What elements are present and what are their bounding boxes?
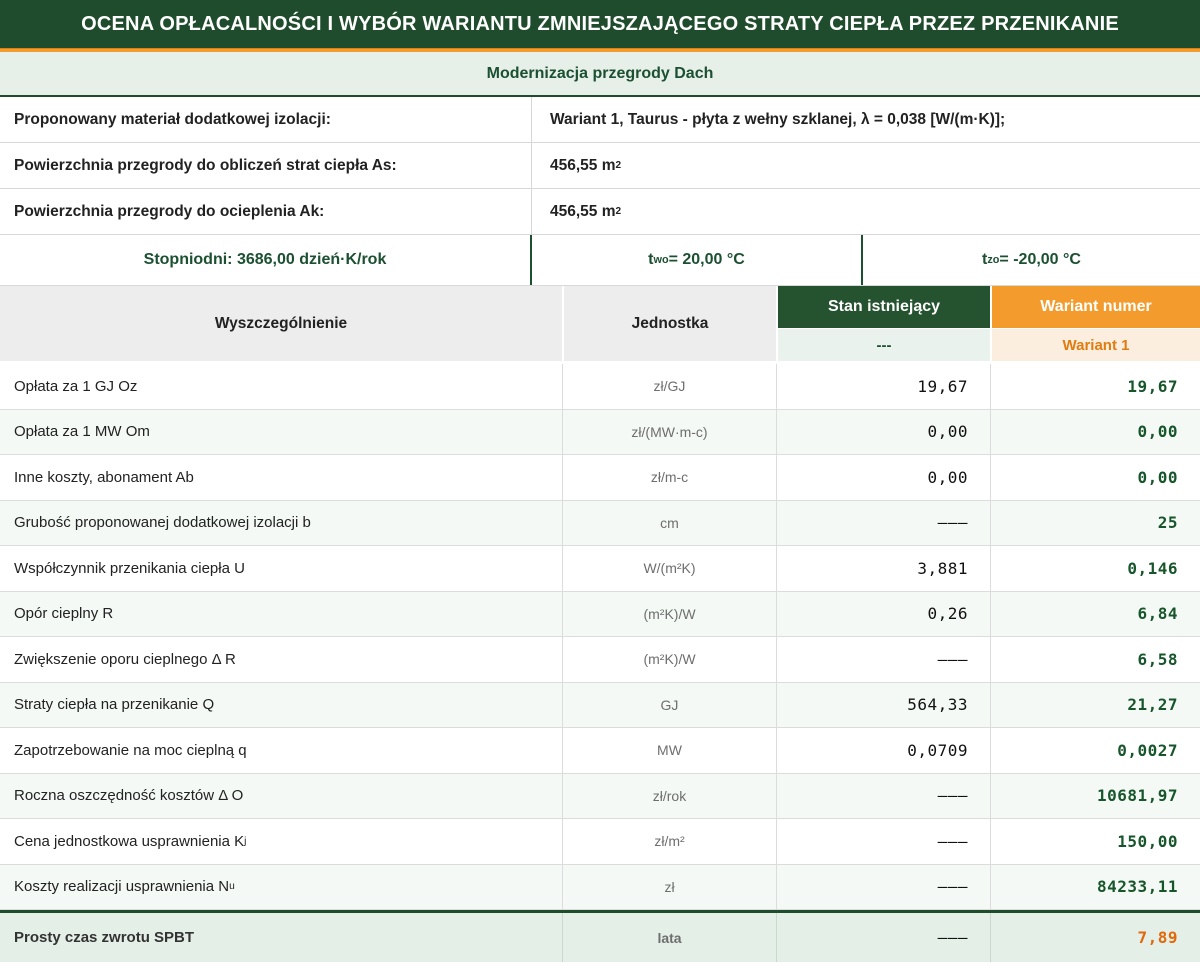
section-subtitle-bar xyxy=(0,52,1200,97)
row-label xyxy=(0,546,563,591)
info-row-material xyxy=(0,97,1200,143)
row-label-text: Koszty realizacji usprawnienia N xyxy=(14,878,230,896)
row-label-text: Opłata za 1 GJ Oz xyxy=(14,377,138,395)
row-label-text: Zwiększenie oporu cieplnego Δ R xyxy=(14,650,236,668)
table-row xyxy=(0,774,1200,820)
row-variant-value: 84233,11 xyxy=(1096,877,1178,897)
row-label xyxy=(0,819,563,864)
header-existing-state-sub: --- xyxy=(778,329,990,361)
header-specification: Wyszczególnienie xyxy=(0,286,562,361)
table-row xyxy=(0,637,1200,683)
temp-subscript: zo xyxy=(987,254,1000,266)
row-unit: GJ xyxy=(563,683,777,728)
row-existing-value: 0,00 xyxy=(777,455,991,500)
row-existing-value: 0,00 xyxy=(777,410,991,455)
temp-value: = -20,00 °C xyxy=(999,251,1081,268)
row-unit: zł/rok xyxy=(563,774,777,819)
row-label-text: Roczna oszczędność kosztów Δ O xyxy=(14,787,244,805)
info-value-material xyxy=(532,97,1200,142)
row-existing-value: ——— xyxy=(777,774,991,819)
report-title: OCENA OPŁACALNOŚCI I WYBÓR WARIANTU ZMNIEJSZAJĄCEGO STRATY CIEPŁA PRZEZ PRZENIKANIE xyxy=(81,12,1119,35)
row-variant-value: 10681,97 xyxy=(1096,786,1178,806)
header-variant xyxy=(992,286,1200,361)
row-variant-value: 19,67 xyxy=(1127,376,1178,396)
row-existing-value: ——— xyxy=(777,501,991,546)
header-variant-title: Wariant numer xyxy=(992,286,1200,328)
degree-days-row xyxy=(0,235,1200,286)
row-unit: zł/m² xyxy=(563,819,777,864)
header-existing-state xyxy=(778,286,990,361)
outdoor-temp xyxy=(863,235,1200,285)
info-value-area-as xyxy=(532,143,1200,188)
spbt-existing-value: ——— xyxy=(777,913,991,962)
table-row xyxy=(0,865,1200,911)
info-value-text: 456,55 m xyxy=(550,156,616,174)
row-label xyxy=(0,455,563,500)
row-variant-value: 0,00 xyxy=(1137,467,1178,487)
row-existing-value: ——— xyxy=(777,865,991,910)
table-row xyxy=(0,546,1200,592)
table-header xyxy=(0,286,1200,361)
row-existing-value: ——— xyxy=(777,637,991,682)
row-label-text: Opłata za 1 MW Om xyxy=(14,423,150,441)
table-row xyxy=(0,455,1200,501)
row-existing-value: ——— xyxy=(777,819,991,864)
row-label xyxy=(0,865,563,910)
row-variant-value: 0,146 xyxy=(1127,558,1178,578)
info-label-material: Proponowany materiał dodatkowej izolacji: xyxy=(0,97,532,142)
row-existing-value: 3,881 xyxy=(777,546,991,591)
row-unit: zł/GJ xyxy=(563,364,777,409)
row-unit: zł xyxy=(563,865,777,910)
row-label-text: Straty ciepła na przenikanie Q xyxy=(14,696,215,714)
row-existing-value: 19,67 xyxy=(777,364,991,409)
info-row-area-as xyxy=(0,143,1200,189)
row-label xyxy=(0,637,563,682)
row-label xyxy=(0,592,563,637)
row-label xyxy=(0,501,563,546)
row-unit: cm xyxy=(563,501,777,546)
row-variant-value: 0,00 xyxy=(1137,422,1178,442)
row-unit: (m²K)/W xyxy=(563,592,777,637)
temp-value: = 20,00 °C xyxy=(668,251,745,268)
report-title-bar xyxy=(0,0,1200,48)
row-variant-value: 6,84 xyxy=(1137,604,1178,624)
temp-symbol: t xyxy=(648,251,654,268)
row-unit: MW xyxy=(563,728,777,773)
info-label-area-ak: Powierzchnia przegrody do ocieplenia Ak: xyxy=(0,189,532,234)
section-subtitle: Modernizacja przegrody Dach xyxy=(486,64,714,82)
info-label-area-as: Powierzchnia przegrody do obliczeń strat ciepła As: xyxy=(0,143,532,188)
row-label xyxy=(0,364,563,409)
row-label-text: Inne koszty, abonament Ab xyxy=(14,468,194,486)
info-value-text: 456,55 m xyxy=(550,202,616,220)
row-variant-value: 25 xyxy=(1157,513,1178,533)
table-row xyxy=(0,410,1200,456)
table-row xyxy=(0,364,1200,410)
temp-subscript: wo xyxy=(653,254,669,266)
row-existing-value: 0,0709 xyxy=(777,728,991,773)
row-label xyxy=(0,410,563,455)
header-existing-state-title: Stan istniejący xyxy=(778,286,990,328)
row-variant-value: 0,0027 xyxy=(1117,740,1178,760)
table-body xyxy=(0,364,1200,910)
row-label xyxy=(0,728,563,773)
table-row xyxy=(0,501,1200,547)
row-unit: (m²K)/W xyxy=(563,637,777,682)
header-variant-sub: Wariant 1 xyxy=(992,329,1200,361)
row-existing-value: 564,33 xyxy=(777,683,991,728)
header-unit: Jednostka xyxy=(564,286,776,361)
row-label-subscript: j xyxy=(244,835,247,847)
info-value-area-ak xyxy=(532,189,1200,234)
row-unit: W/(m²K) xyxy=(563,546,777,591)
table-row xyxy=(0,819,1200,865)
row-label-text: Zapotrzebowanie na moc cieplną q xyxy=(14,741,247,759)
row-variant-value: 21,27 xyxy=(1127,695,1178,715)
spbt-variant-value: 7,89 xyxy=(1137,928,1178,947)
row-variant-value: 6,58 xyxy=(1137,649,1178,669)
row-unit: zł/m-c xyxy=(563,455,777,500)
superscript: 2 xyxy=(615,160,622,171)
row-label-text: Grubość proponowanej dodatkowej izolacji b xyxy=(14,514,311,532)
row-label-text: Cena jednostkowa usprawnienia K xyxy=(14,832,245,850)
spbt-unit: lata xyxy=(563,913,777,962)
spbt-footer-row xyxy=(0,910,1200,962)
table-row xyxy=(0,592,1200,638)
info-value-text: Wariant 1, Taurus - płyta z wełny szklanej, λ = 0,038 [W/(m·K)]; xyxy=(550,110,1006,128)
spbt-label: Prosty czas zwrotu SPBT xyxy=(0,913,563,962)
table-row xyxy=(0,683,1200,729)
row-unit: zł/(MW·m-c) xyxy=(563,410,777,455)
row-label-text: Współczynnik przenikania ciepła U xyxy=(14,559,245,577)
row-variant-value: 150,00 xyxy=(1117,831,1178,851)
row-label-subscript: u xyxy=(229,881,235,893)
row-label-text: Opór cieplny R xyxy=(14,605,114,623)
table-row xyxy=(0,728,1200,774)
row-label xyxy=(0,683,563,728)
indoor-temp xyxy=(532,235,863,285)
row-existing-value: 0,26 xyxy=(777,592,991,637)
degree-days-value: Stopniodni: 3686,00 dzień·K/rok xyxy=(0,235,532,285)
temp-symbol: t xyxy=(982,251,988,268)
superscript: 2 xyxy=(615,206,622,217)
row-label xyxy=(0,774,563,819)
info-row-area-ak xyxy=(0,189,1200,235)
